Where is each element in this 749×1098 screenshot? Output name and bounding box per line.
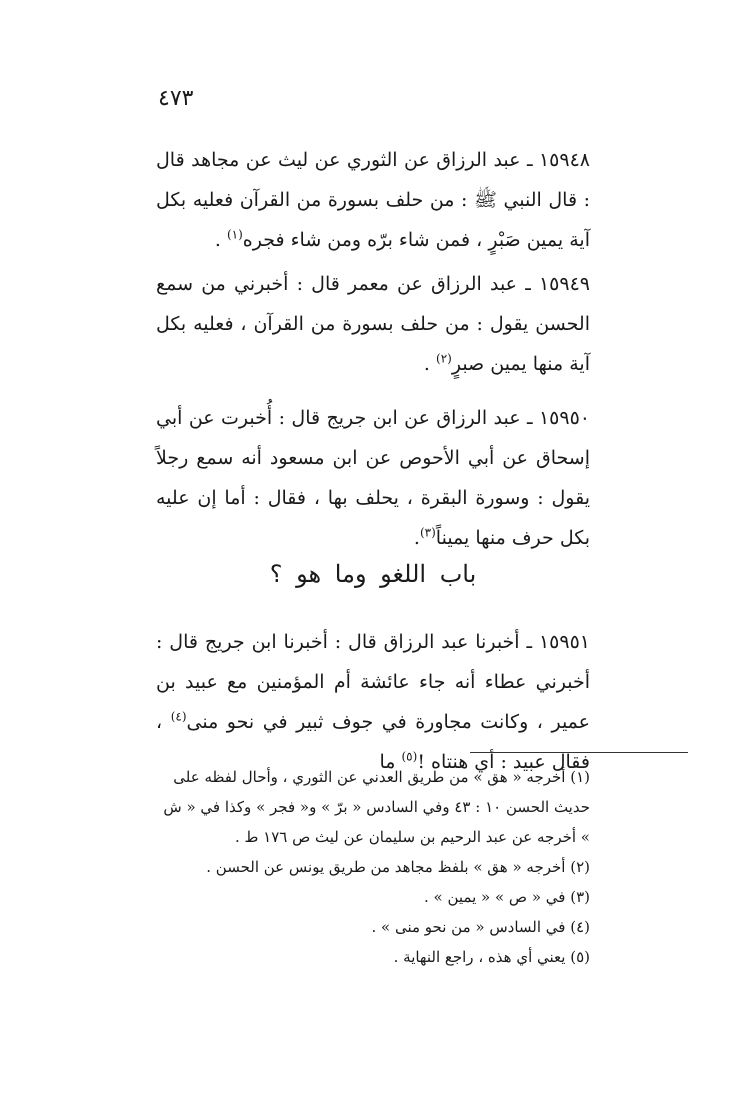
footnotes (156, 762, 590, 972)
footnote-ref: (١) (226, 227, 243, 242)
hadith-text: ١٥٩٤٩ ـ عبد الرزاق عن معمر قال : أخبرني من سمع الحسن يقول : من حلف بسورة من القرآن ، فعليه بكل آية منها يمين صبرٍ (156, 273, 590, 375)
hadith-text: ١٥٩٥٠ ـ عبد الرزاق عن ابن جريج قال : أُخبرت عن أبي إسحاق عن أبي الأحوص عن ابن مسعود أنه سمع رجلاً يقول : وسورة البقرة ، يحلف بها ، فقال : أما إن عليه بكل حرف منها يميناً (156, 407, 590, 549)
footnote-divider (470, 752, 688, 753)
hadith-15948 (156, 140, 590, 260)
footnote-1: (١) أخرجه « هق » من طريق العدني عن الثوري ، وأحال لفظه على حديث الحسن ١٠ : ٤٣ وفي السادس « برّ » و« فجر » وكذا في « ش » أخرجه عن عبد الرحيم بن سليمان عن ليث ص ١٧٦ ط . (163, 768, 590, 846)
footnote-ref: (٣) (419, 525, 436, 540)
footnote-ref: (٤) (170, 709, 187, 724)
hadith-tail: . (413, 527, 420, 549)
hadith-15949 (156, 264, 590, 384)
hadith-text: ١٥٩٤٨ ـ عبد الرزاق عن الثوري عن ليث عن مجاهد قال : قال النبي ﷺ : من حلف بسورة من القرآن فعليه بكل آية يمين صَبْرٍ ، فمن شاء برّه ومن شاء فجره (156, 149, 590, 251)
hadith-text-end: ما (379, 751, 402, 773)
hadith-text-continued: ، فقال عبيد : أي هنتاه ! (156, 711, 590, 773)
footnote-3: (٣) في « ص » « يمين » . (424, 888, 590, 906)
page-number: ٤٧٣ (158, 86, 194, 111)
footnote-ref: (٢) (436, 351, 452, 366)
hadith-tail: . (423, 353, 437, 375)
footnote-4: (٤) في السادس « من نحو منى » . (371, 918, 590, 936)
hadith-tail: . (214, 229, 227, 251)
chapter-title: باب اللغو وما هو ؟ (269, 560, 477, 588)
footnote-5: (٥) يعني أي هذه ، راجع النهاية . (393, 948, 590, 966)
hadith-15951 (156, 622, 590, 782)
footnote-ref: (٥) (401, 749, 418, 764)
hadith-text: ١٥٩٥١ ـ أخبرنا عبد الرزاق قال : أخبرنا ابن جريج قال : أخبرني عطاء أنه جاء عائشة أم المؤمنين مع عبيد بن عمير ، وكانت مجاورة في جوف ثبير في نحو منى (156, 631, 591, 733)
footnote-2: (٢) أخرجه « هق » بلفظ مجاهد من طريق يونس عن الحسن . (206, 858, 590, 876)
hadith-15950 (156, 398, 590, 558)
